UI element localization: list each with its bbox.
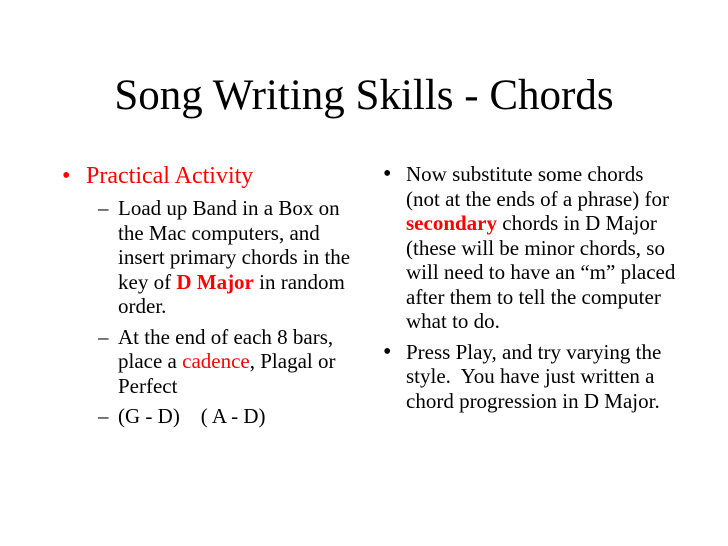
bullet-practical-activity [58, 162, 358, 190]
bullet-substitute-chords [383, 162, 678, 334]
cadence-highlight: cadence [182, 349, 250, 373]
sub-item-text: At the end of each 8 bars, place a [118, 324, 334, 373]
practical-activity-sublist [58, 196, 358, 429]
sub-item-load-band-in-a-box [58, 196, 360, 319]
slide-title: Song Writing Skills - Chords [114, 72, 614, 119]
secondary-highlight: secondary [406, 211, 497, 235]
dash-icon: – [98, 324, 109, 349]
sub-item-cadence [58, 325, 360, 399]
dash-icon: – [98, 404, 109, 428]
bullet-icon: • [383, 161, 392, 187]
left-column [58, 162, 358, 435]
key-d-major-highlight: D Major [176, 269, 254, 294]
bullet-text: chords in D Major (these will be minor chords, so will need to have an “m” placed after them to tell the computer what to do. [406, 211, 676, 333]
bullet-text: Now substitute some chords (not at the ends of a phrase) for [406, 162, 669, 211]
bullet-icon: • [383, 338, 392, 365]
bullet-press-play [383, 340, 678, 414]
bullet-text: Press Play, and try varying the style. You have just written a chord progression in D Major. [406, 339, 667, 413]
sub-item-text: , Plagal or Perfect [118, 349, 336, 398]
practical-activity-heading: Practical Activity [86, 163, 254, 189]
sub-item-text: in random order. [118, 269, 345, 318]
right-column [383, 162, 683, 419]
dash-icon: – [98, 196, 109, 220]
sub-item-text: Load up Band in a Box on the Mac computers, and insert primary chords in the key of [118, 196, 351, 294]
sub-item-chord-pairs [58, 404, 360, 429]
chord-pairs-text: (G - D) ( A - D) [118, 404, 266, 428]
bullet-icon: • [62, 163, 71, 189]
